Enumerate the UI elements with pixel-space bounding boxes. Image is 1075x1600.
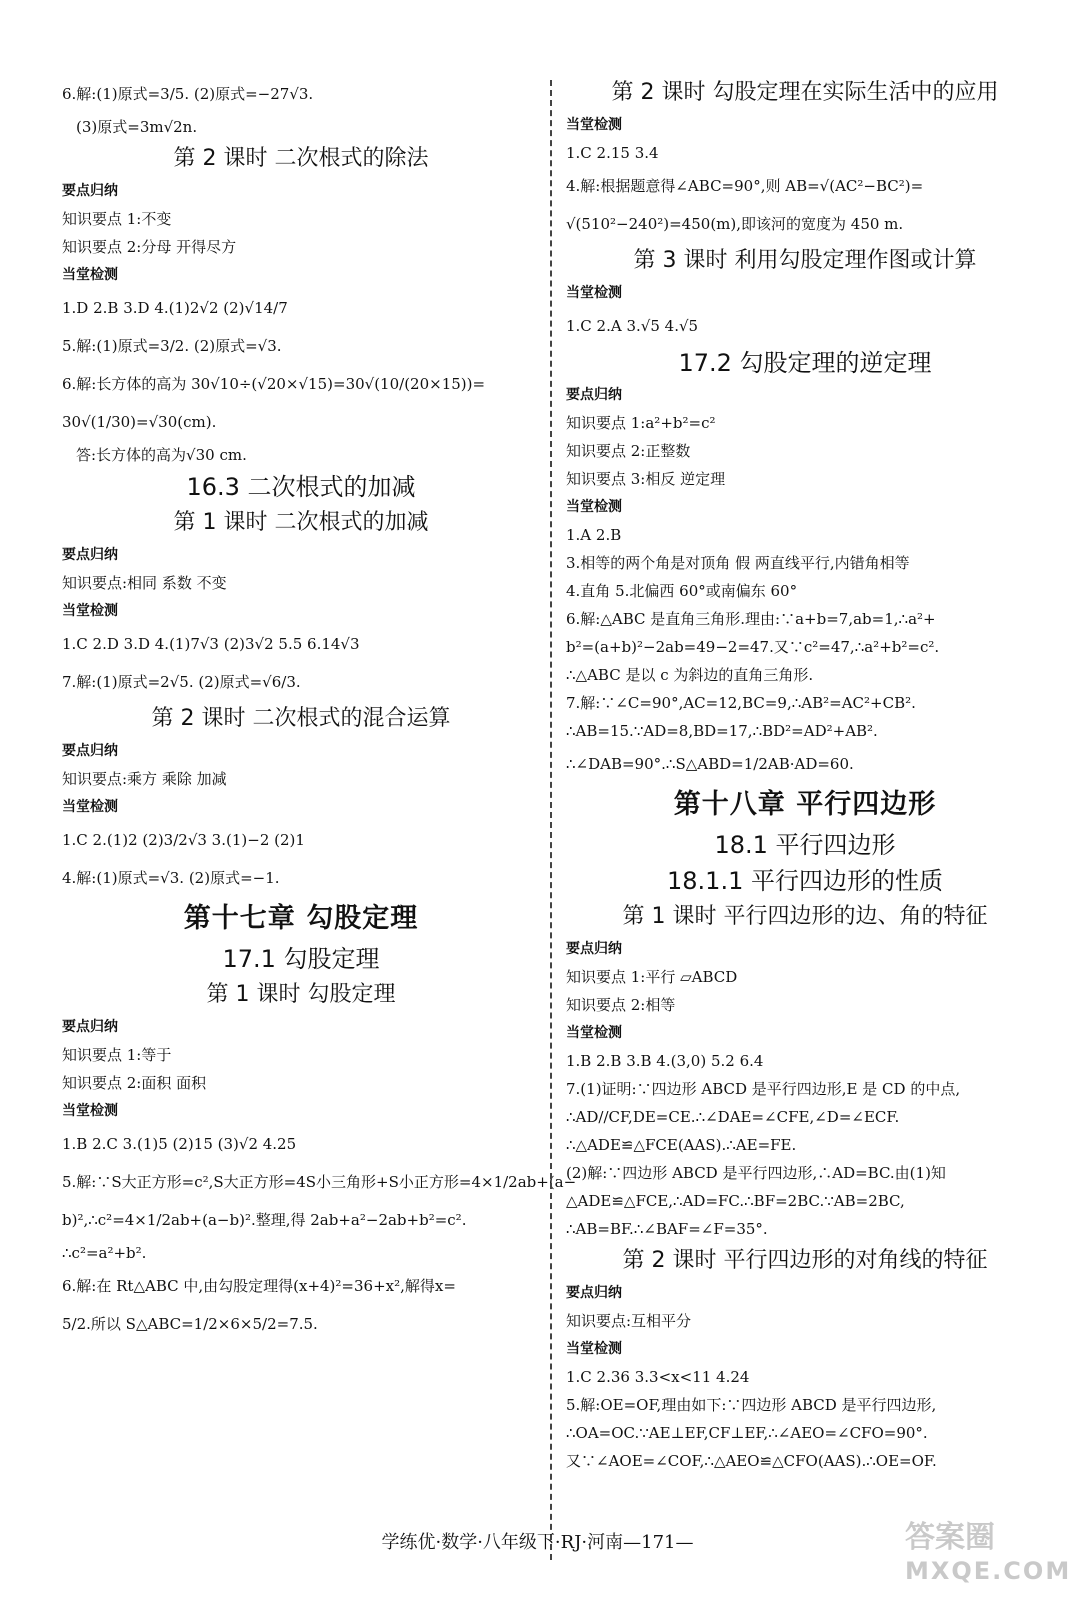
answer-line: 知识要点 2:分母 开得尽方 xyxy=(62,238,237,256)
section-title: 18.1 平行四边形 xyxy=(714,831,896,859)
answer-line: 5/2.所以 S△ABC=1/2×6×5/2=7.5. xyxy=(62,1315,318,1333)
answer-line: 6.解:(1)原式=3/5. (2)原式=−27√3. xyxy=(62,85,314,103)
lesson-title: 第 1 课时 平行四边形的边、角的特征 xyxy=(622,904,988,929)
section-label: 当堂检测 xyxy=(62,603,118,619)
section-label: 要点归纳 xyxy=(566,941,622,957)
answer-line: 1.A 2.B xyxy=(566,526,622,544)
answer-line: 1.D 2.B 3.D 4.(1)2√2 (2)√14/7 xyxy=(62,299,288,317)
answer-line: 1.C 2.36 3.3<x<11 4.24 xyxy=(566,1368,750,1386)
chapter-title: 第十八章 平行四边形 xyxy=(673,789,937,820)
answer-line: 知识要点 2:面积 面积 xyxy=(62,1074,207,1092)
lesson-title: 第 2 课时 平行四边形的对角线的特征 xyxy=(622,1248,988,1273)
answer-line: 知识要点 2:相等 xyxy=(566,996,676,1014)
answer-line: 知识要点 1:等于 xyxy=(62,1046,172,1064)
section-title: 16.3 二次根式的加减 xyxy=(186,473,416,501)
watermark-url: MXQE.COM xyxy=(905,1557,1072,1585)
section-label: 当堂检测 xyxy=(62,267,118,283)
section-label: 要点归纳 xyxy=(62,547,118,563)
answer-line: 6.解:在 Rt△ABC 中,由勾股定理得(x+4)²=36+x²,解得x= xyxy=(62,1277,456,1295)
answer-line: ∴c²=a²+b². xyxy=(62,1244,147,1262)
answer-line: 1.B 2.B 3.B 4.(3,0) 5.2 6.4 xyxy=(566,1052,764,1070)
answer-line: 又∵∠AOE=∠COF,∴△AEO≌△CFO(AAS).∴OE=OF. xyxy=(566,1452,937,1470)
answer-line: b)²,∴c²=4×1/2ab+(a−b)².整理,得 2ab+a²−2ab+b²=c². xyxy=(62,1211,467,1229)
answer-line: 4.解:根据题意得∠ABC=90°,则 AB=√(AC²−BC²)= xyxy=(566,177,924,195)
lesson-title: 第 1 课时 二次根式的加减 xyxy=(173,510,429,535)
answer-line: 1.C 2.(1)2 (2)3/2√3 3.(1)−2 (2)1 xyxy=(62,831,305,849)
left-column xyxy=(62,75,577,1343)
lesson-title: 第 1 课时 勾股定理 xyxy=(206,982,396,1007)
section-title: 18.1.1 平行四边形的性质 xyxy=(667,867,943,895)
answer-line: (2)解:∵四边形 ABCD 是平行四边形,∴AD=BC.由(1)知 xyxy=(566,1164,946,1182)
chapter-title: 第十七章 勾股定理 xyxy=(183,903,419,934)
section-label: 要点归纳 xyxy=(62,183,118,199)
answer-line: 知识要点 2:正整数 xyxy=(566,442,691,460)
answer-line: 答:长方体的高为√30 cm. xyxy=(76,446,247,464)
answer-line: ∴∠DAB=90°.∴S△ABD=1/2AB·AD=60. xyxy=(566,755,854,773)
lesson-title: 第 3 课时 利用勾股定理作图或计算 xyxy=(633,248,977,273)
answer-line: ∴AB=BF.∴∠BAF=∠F=35°. xyxy=(566,1220,768,1238)
watermark-text: 答案圈 xyxy=(905,1520,995,1555)
section-label: 当堂检测 xyxy=(566,499,622,515)
answer-line: ∴△ADE≌△FCE(AAS).∴AE=FE. xyxy=(566,1136,797,1154)
answer-line: 知识要点 1:平行 ▱ABCD xyxy=(566,968,738,986)
answer-line: 知识要点:乘方 乘除 加减 xyxy=(62,770,227,788)
answer-line: 5.解:∵S大正方形=c²,S大正方形=4S小三角形+S小正方形=4×1/2ab+(a− xyxy=(62,1173,577,1191)
answer-line: 5.解:(1)原式=3/2. (2)原式=√3. xyxy=(62,337,282,355)
section-label: 要点归纳 xyxy=(62,1019,118,1035)
section-label: 当堂检测 xyxy=(566,117,622,133)
section-label: 当堂检测 xyxy=(566,1025,622,1041)
answer-line: ∴OA=OC.∵AE⊥EF,CF⊥EF,∴∠AEO=∠CFO=90°. xyxy=(566,1424,928,1442)
answer-line: 1.C 2.D 3.D 4.(1)7√3 (2)3√2 5.5 6.14√3 xyxy=(62,635,360,653)
section-label: 要点归纳 xyxy=(566,1285,622,1301)
answer-line: 知识要点:互相平分 xyxy=(566,1312,692,1330)
lesson-title: 第 2 课时 二次根式的混合运算 xyxy=(151,706,451,731)
page-footer: 学练优·数学·八年级下·RJ·河南—171— xyxy=(381,1532,694,1553)
answer-line: 6.解:△ABC 是直角三角形.理由:∵a+b=7,ab=1,∴a²+ xyxy=(566,610,936,628)
section-label: 要点归纳 xyxy=(566,387,622,403)
section-label: 要点归纳 xyxy=(62,743,118,759)
section-title: 17.2 勾股定理的逆定理 xyxy=(678,349,932,377)
answer-line: 1.C 2.15 3.4 xyxy=(566,144,659,162)
answer-line: 7.解:(1)原式=2√5. (2)原式=√6/3. xyxy=(62,673,301,691)
answer-line: △ADE≌△FCE,∴AD=FC.∴BF=2BC.∵AB=2BC, xyxy=(566,1192,905,1210)
answer-line: 7.解:∵∠C=90°,AC=12,BC=9,∴AB²=AC²+CB². xyxy=(566,694,916,712)
answer-line: 1.B 2.C 3.(1)5 (2)15 (3)√2 4.25 xyxy=(62,1135,297,1153)
answer-line: 30√(1/30)=√30(cm). xyxy=(62,413,217,431)
answer-line: (3)原式=3m√2n. xyxy=(76,118,198,136)
lesson-title: 第 2 课时 二次根式的除法 xyxy=(173,146,429,171)
answer-line: 5.解:OE=OF,理由如下:∵四边形 ABCD 是平行四边形, xyxy=(566,1396,937,1414)
answer-line: ∴AD//CF,DE=CE.∴∠DAE=∠CFE,∠D=∠ECF. xyxy=(566,1108,900,1126)
answer-line: 4.直角 5.北偏西 60°或南偏东 60° xyxy=(566,582,798,600)
answer-line: b²=(a+b)²−2ab=49−2=47.又∵c²=47,∴a²+b²=c². xyxy=(566,638,940,656)
answer-line: 知识要点 3:相反 逆定理 xyxy=(566,470,726,488)
answer-line: √(510²−240²)=450(m),即该河的宽度为 450 m. xyxy=(566,215,904,233)
answer-line: 知识要点:相同 系数 不变 xyxy=(62,574,227,592)
answer-line: 1.C 2.A 3.√5 4.√5 xyxy=(566,317,699,335)
section-label: 当堂检测 xyxy=(62,1103,118,1119)
watermark-logo xyxy=(905,1520,1072,1592)
answer-line: 4.解:(1)原式=√3. (2)原式=−1. xyxy=(62,869,280,887)
lesson-title: 第 2 课时 勾股定理在实际生活中的应用 xyxy=(611,80,999,105)
answer-line: 7.(1)证明:∵四边形 ABCD 是平行四边形,E 是 CD 的中点, xyxy=(566,1080,961,1098)
answer-line: 知识要点 1:不变 xyxy=(62,210,172,228)
section-title: 17.1 勾股定理 xyxy=(222,945,380,973)
section-label: 当堂检测 xyxy=(566,1341,622,1357)
answer-line: ∴△ABC 是以 c 为斜边的直角三角形. xyxy=(566,666,814,684)
section-label: 当堂检测 xyxy=(62,799,118,815)
section-label: 当堂检测 xyxy=(566,285,622,301)
answer-line: 6.解:长方体的高为 30√10÷(√20×√15)=30√(10/(20×15))= xyxy=(62,375,486,393)
answer-line: ∴AB=15.∵AD=8,BD=17,∴BD²=AD²+AB². xyxy=(566,722,878,740)
answer-line: 知识要点 1:a²+b²=c² xyxy=(566,414,716,432)
column-divider xyxy=(550,80,552,1560)
answer-line: 3.相等的两个角是对顶角 假 两直线平行,内错角相等 xyxy=(566,554,910,572)
right-column xyxy=(566,75,1044,1475)
